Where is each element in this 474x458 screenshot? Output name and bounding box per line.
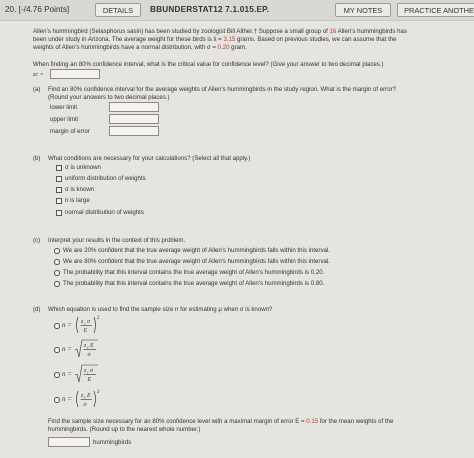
radio-d-formula-2[interactable] [54,347,60,353]
svg-text:c: c [87,344,89,350]
critical-value-prompt: When finding an 80% confidence interval, what is the critical value for confidence level? (Give your answer to two decimal places.) [33,61,384,68]
option-uniform-distribution: uniform distribution of weights [65,175,146,182]
svg-text:c: c [84,320,86,326]
option-sigma-known: σ is known [65,186,95,193]
svg-text:n =: n = [62,370,72,378]
question-header [0,0,474,21]
lower-limit-label: lower limit [50,104,78,111]
radio-c-option-4[interactable] [54,281,60,287]
option-c-20-confident: We are 20% confident that the true average weight of Allen's hummingbirds falls within this interval. [63,247,330,254]
formula-zc-e-over-sigma-squared [62,387,112,411]
svg-text:c: c [84,394,86,400]
part-c-label: (c) [33,237,41,244]
svg-text:z: z [81,319,84,325]
svg-text:σ: σ [83,402,87,408]
intro-line-3: weights of Allen's hummingbirds have a normal distribution, with σ = 0.20 gram. [33,44,247,51]
intro-line-2: been under study in Arizona. The average weight for these birds is x̄ = 3.15 grams. Based on previous studies, we can assume that the [33,36,397,43]
checkbox-n-large[interactable] [56,198,62,204]
option-sigma-unknown: σ is unknown [65,164,101,171]
hummingbirds-unit-label: hummingbirds [93,439,132,446]
option-c-80-confident: We are 80% confident that the true average weight of Allen's hummingbirds falls within this interval. [63,258,330,265]
option-normal-distribution: normal distribution of weights [65,209,144,216]
radio-d-formula-3[interactable] [54,372,60,378]
lower-limit-input[interactable] [109,102,159,112]
svg-text:σ: σ [87,352,91,358]
margin-of-error-label: margin of error [50,128,90,135]
part-a-rounding-note: (Round your answers to two decimal places.) [48,94,170,101]
zc-input[interactable] [50,69,100,79]
practice-another-button[interactable]: PRACTICE ANOTHE [397,3,474,17]
question-code: BBUNDERSTAT12 7.1.015.EP. [150,5,270,14]
svg-text:E: E [87,393,91,399]
part-d-question: Which equation is used to find the sample size n for estimating μ when σ is known? [48,306,273,313]
svg-text:z: z [84,343,87,349]
svg-text:2: 2 [97,390,100,395]
part-a-question: Find an 80% confidence interval for the average weights of Allen's hummingbirds in the study region. What is the margin of error? [48,86,397,93]
svg-text:E: E [83,328,88,334]
part-d-label: (d) [33,306,41,313]
radio-c-option-3[interactable] [54,270,60,276]
part-a-label: (a) [33,86,41,93]
svg-text:E: E [87,377,92,383]
option-c-probability-080: The probability that this interval contains the true average weight of Allen's hummingbirds is 0.80. [63,280,325,287]
my-notes-button[interactable]: MY NOTES [335,3,391,17]
radio-d-formula-4[interactable] [54,397,60,403]
sample-size-input[interactable] [48,437,90,447]
svg-text:n =: n = [62,395,72,403]
svg-text:σ: σ [87,319,90,325]
sample-size-prompt-line-1: Find the sample size necessary for an 80% confidence level with a maximal margin of error E = 0.15 for the mean weights of the [48,418,394,425]
checkbox-sigma-unknown[interactable] [56,165,62,171]
margin-of-error-input[interactable] [109,126,159,136]
zc-label: zc = [33,72,44,78]
svg-text:2: 2 [97,316,100,321]
option-c-probability-020: The probability that this interval contains the true average weight of Allen's hummingbirds is 0.20. [63,269,325,276]
checkbox-sigma-known[interactable] [56,187,62,193]
svg-text:n =: n = [62,345,72,353]
details-button[interactable]: DETAILS [95,3,141,17]
option-n-large: n is large [65,197,90,204]
radio-c-option-2[interactable] [54,259,60,265]
formula-sqrt-zc-e-over-sigma [62,337,112,361]
part-b-question: What conditions are necessary for your calculations? (Select all that apply.) [48,155,251,162]
upper-limit-label: upper limit [50,116,79,123]
checkbox-uniform-distribution[interactable] [56,176,62,182]
radio-c-option-1[interactable] [54,248,60,254]
radio-d-formula-1[interactable] [54,323,60,329]
checkbox-normal-distribution[interactable] [56,210,62,216]
upper-limit-input[interactable] [109,114,159,124]
formula-zc-sigma-over-e-squared [62,313,112,337]
svg-text:E: E [90,343,94,349]
svg-text:n =: n = [62,321,72,329]
svg-text:z: z [84,368,87,374]
svg-text:c: c [87,369,89,375]
formula-sqrt-zc-sigma-over-e [62,362,112,386]
intro-line-1: Allen's hummingbird (Selasphorus sasin) has been studied by zoologist Bill Alther.† Suppose a small group of 16 Allen's hummingbirds has [33,28,407,35]
svg-text:z: z [81,393,84,399]
sample-size-prompt-line-2: hummingbirds. (Round up to the nearest whole number.) [48,426,201,433]
question-number-points: 20. [-/4.76 Points] [5,5,70,14]
part-b-label: (b) [33,155,41,162]
svg-text:σ: σ [90,368,93,374]
part-c-question: Interpret your results in the context of this problem. [48,237,186,244]
